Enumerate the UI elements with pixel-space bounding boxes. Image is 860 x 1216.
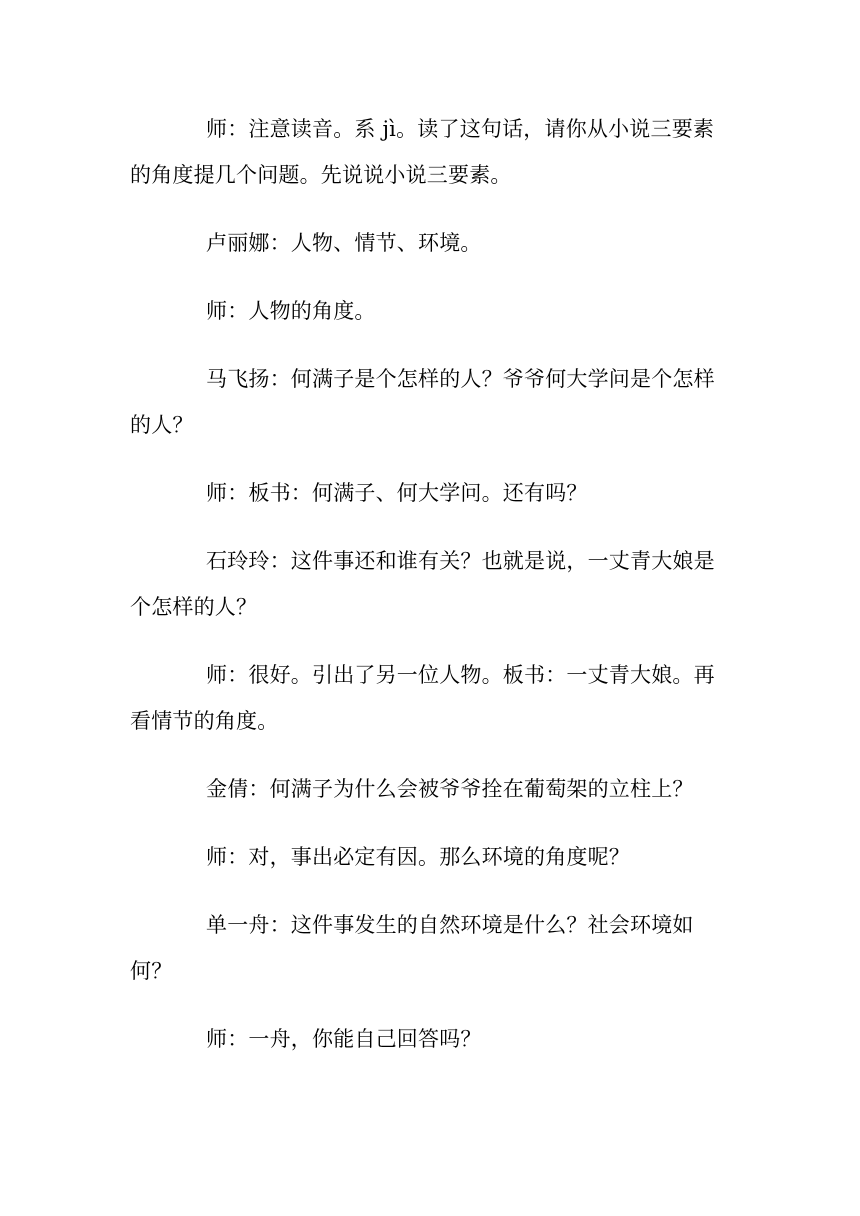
paragraph: 师：人物的角度。 — [206, 299, 376, 323]
paragraph: 马飞扬：何满子是个怎样的人？爷爷何大学问是个怎样的人？ — [130, 367, 715, 437]
paragraph: 石玲玲：这件事还和谁有关？也就是说，一丈青大娘是个怎样的人？ — [130, 549, 715, 619]
paragraph: 师：一舟，你能自己回答吗？ — [206, 1027, 482, 1051]
paragraph: 师：注意读音。系 jì。读了这句话，请你从小说三要素的角度提几个问题。先说说小说三要素。 — [130, 117, 715, 187]
paragraph: 金倩：何满子为什么会被爷爷拴在葡萄架的立柱上？ — [206, 777, 694, 801]
paragraph: 师：对，事出必定有因。那么环境的角度呢？ — [206, 845, 630, 869]
paragraph: 师：很好。引出了另一位人物。板书：一丈青大娘。再看情节的角度。 — [130, 663, 715, 733]
paragraph: 卢丽娜：人物、情节、环境。 — [206, 231, 482, 255]
paragraph: 单一舟：这件事发生的自然环境是什么？社会环境如何？ — [130, 913, 694, 983]
paragraph: 师：板书：何满子、何大学问。还有吗？ — [206, 481, 588, 505]
document-body — [130, 106, 730, 1084]
